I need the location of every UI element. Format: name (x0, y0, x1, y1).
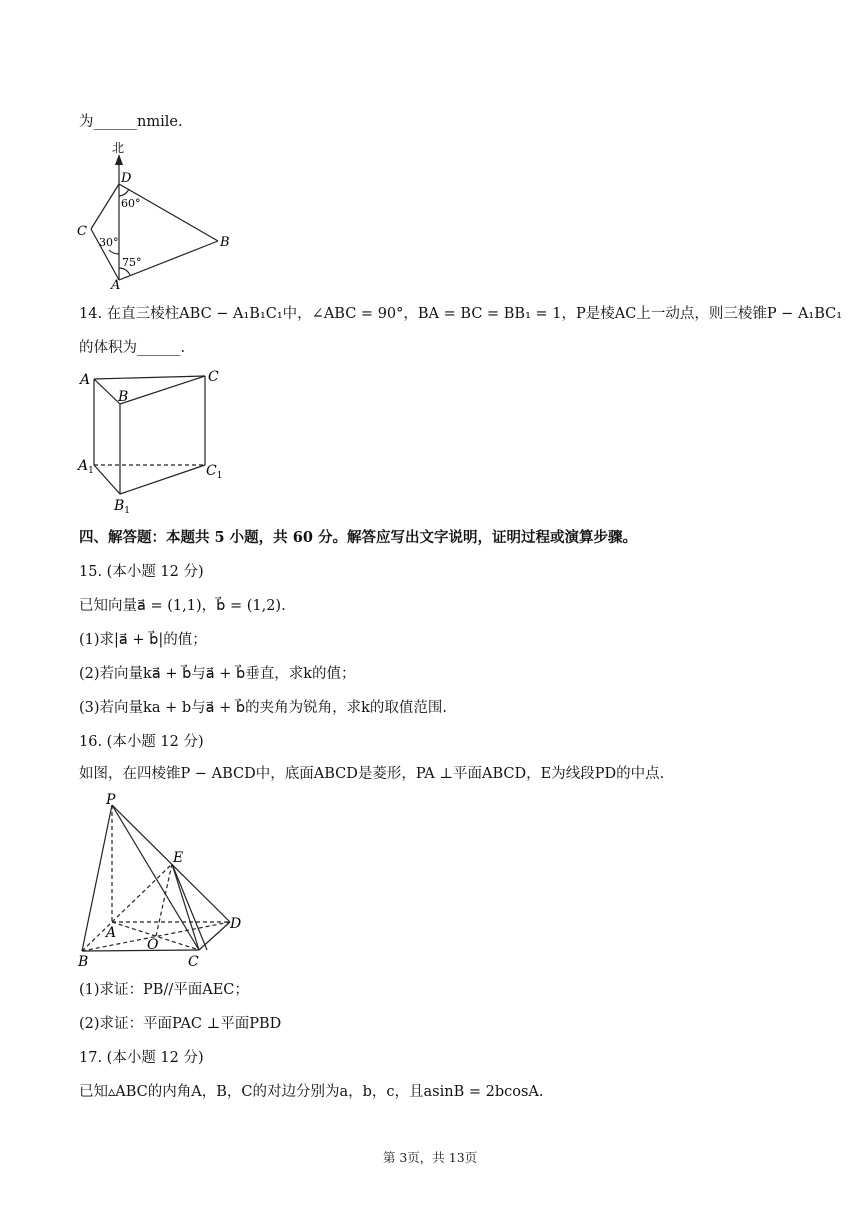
q15-stem: 已知向量a⃗ = (1,1)，b⃗ = (1,2). (79, 598, 286, 614)
angle-75: 75° (122, 256, 142, 269)
label-d: D (121, 171, 132, 186)
q16-part2: (2)求证：平面PAC ⊥平面PBD (79, 1016, 282, 1032)
label-d: D (230, 916, 242, 932)
q15-heading: 15. (本小题 12 分) (79, 564, 204, 580)
angle-30: 30° (99, 236, 119, 249)
section-4-heading: 四、解答题：本题共 5 小题，共 60 分。解答应写出文字说明，证明过程或演算步骤。 (79, 529, 637, 546)
q17-stem: 已知▵ABC的内角A，B，C的对边分别为a，b，c，且asinB = 2bcosA. (79, 1084, 544, 1100)
q17-heading: 17. (本小题 12 分) (79, 1050, 204, 1066)
prism-figure (72, 362, 242, 520)
q13-tail-line: 为______nmile. (79, 114, 183, 130)
q15-part3: (3)若向量ka + b与a⃗ + b⃗的夹角为锐角，求k的取值范围. (79, 700, 447, 716)
label-a: A (111, 278, 121, 290)
q14-stem-line: 14. 在直三棱柱ABC − A₁B₁C₁中，∠ABC = 90°，BA = BC = BB₁ = 1，P是棱AC上一动点，则三棱锥P − A₁BC₁ (79, 306, 843, 322)
label-a: A (106, 925, 117, 941)
label-b1: $B_1$ (114, 498, 131, 516)
label-b: B (78, 954, 89, 970)
q16-stem: 如图，在四棱锥P − ABCD中，底面ABCD是菱形，PA ⊥平面ABCD，E为线段PD的中点. (79, 766, 665, 782)
q15-part2: (2)若向量ka⃗ + b⃗与a⃗ + b⃗垂直，求k的值； (79, 666, 356, 682)
label-e: E (173, 850, 184, 866)
label-o: O (147, 937, 159, 953)
label-north: 北 (112, 141, 125, 155)
label-c: C (188, 954, 199, 970)
bearing-figure (72, 140, 242, 290)
label-c: C (208, 369, 219, 385)
pyramid-figure (72, 790, 252, 970)
label-a: A (80, 372, 91, 388)
segment-db (119, 184, 218, 241)
north-arrow-icon (115, 154, 123, 165)
label-p: P (106, 792, 116, 808)
label-c: C (77, 224, 87, 239)
q14-tail-line: 的体积为______. (79, 340, 186, 356)
q15-part1: (1)求|a⃗ + b⃗|的值； (79, 632, 207, 648)
q16-part1: (1)求证：PB//平面AEC； (79, 982, 249, 998)
label-a1: $A_1$ (78, 458, 94, 476)
segment-dc (91, 184, 119, 229)
label-b: B (220, 235, 230, 250)
label-c1: $C_1$ (206, 463, 223, 481)
page-footer: 第 3页，共 13页 (382, 1150, 478, 1165)
angle-60: 60° (121, 197, 141, 210)
q16-heading: 16. (本小题 12 分) (79, 734, 204, 750)
label-b: B (118, 389, 129, 405)
